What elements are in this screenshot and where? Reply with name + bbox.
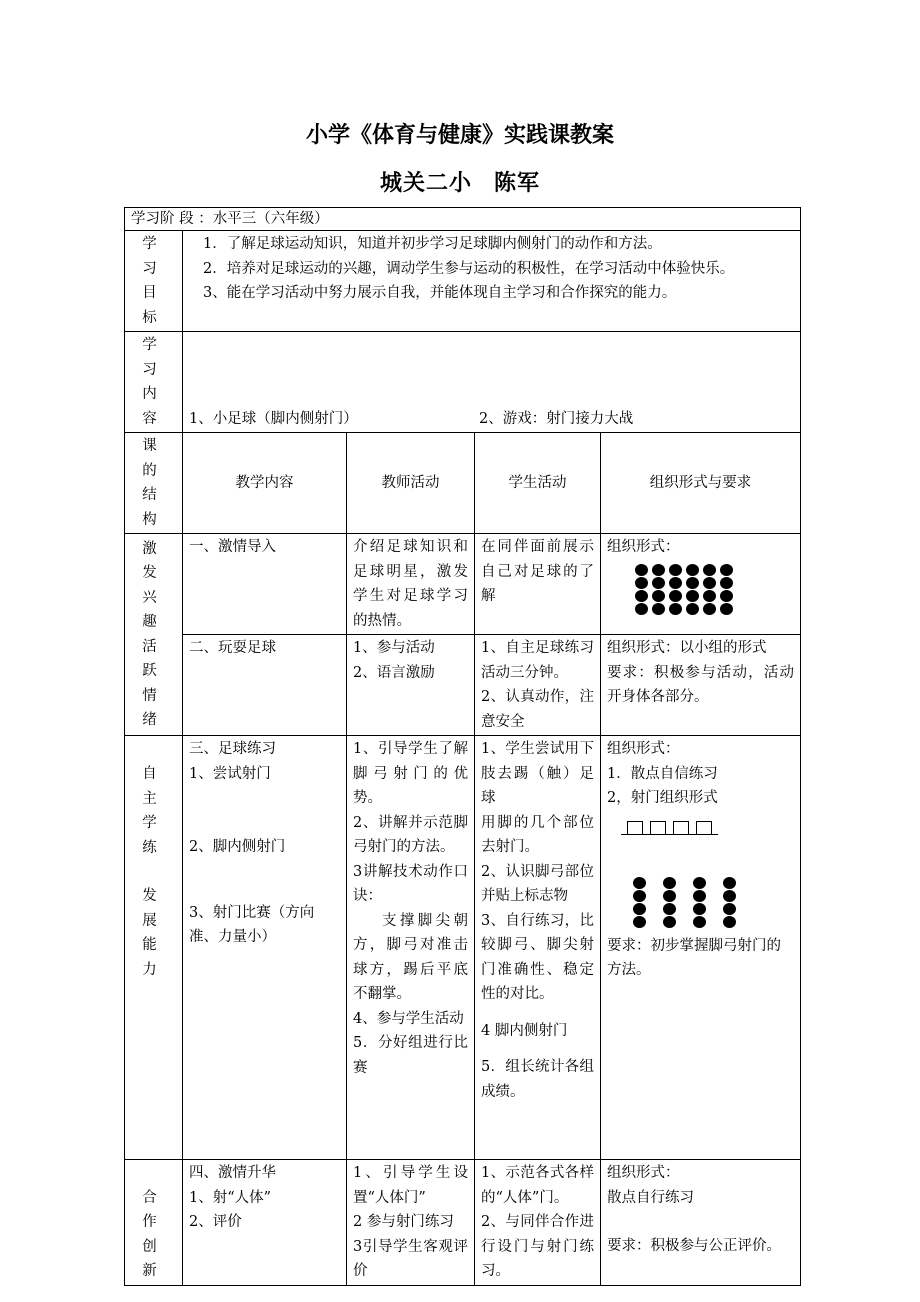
player-dot (703, 590, 716, 602)
s3-teacher: 1、引导学生设置“人体门” 2 参与射门练习 3引导学生客观评价 (347, 1160, 475, 1286)
player-dot (686, 603, 699, 615)
s2-student: 1、学生尝试用下肢去踢（触）足球 用脚的几个部位去射门。 2、认识脚弓部位并贴上标志物 3、自行练习，比较脚弓、脚尖射门准确性、稳定性的对比。 4 脚内侧射门 5．组长统计各组成绩。 (475, 736, 601, 1160)
structure-label: 课 的 结 构 (125, 433, 183, 534)
player-dot (633, 877, 646, 889)
player-dot (720, 590, 733, 602)
s1-teacher: 介绍足球知识和足球明星，激发学生对足球学习的热情。 (347, 534, 475, 635)
stage-cell: 学习阶 段 ：水平三（六年级） (125, 208, 801, 231)
teacher-name: 陈军 (494, 171, 541, 196)
goal-item: 1．了解足球运动知识，知道并初步学习足球脚内侧射门的动作和方法。 (203, 236, 662, 252)
player-dot (693, 890, 706, 902)
page-title: 小学《体育与健康》实践课教案 (305, 123, 614, 148)
player-dot (663, 916, 676, 928)
s3-content: 四、激情升华 1、射“人体” 2、评价 (183, 1160, 347, 1286)
player-dot (686, 590, 699, 602)
goal-item: 2．培养对足球运动的兴趣，调动学生参与运动的积极性，在学习活动中体验快乐。 (203, 260, 735, 277)
header-teacher: 教师活动 (347, 433, 475, 534)
goal-frame (627, 821, 643, 834)
formation-dots (635, 564, 794, 615)
player-dot (703, 603, 716, 615)
content-item: 1、小足球（脚内侧射门） (189, 410, 358, 427)
s1-student: 在同伴面前展示自己对足球的了解 (475, 534, 601, 635)
header-content: 教学内容 (183, 433, 347, 534)
player-dot (723, 877, 736, 889)
goals-row (125, 231, 801, 332)
header-organization: 组织形式与要求 (601, 433, 801, 534)
goals-cell (183, 231, 801, 332)
header-student: 学生活动 (475, 433, 601, 534)
player-dot (663, 903, 676, 915)
section2-row (125, 736, 801, 1160)
page-subtitle (0, 166, 920, 197)
section1-row2 (125, 635, 801, 736)
stage-row (125, 208, 801, 231)
content-row (125, 332, 801, 433)
goal-item: 3、能在学习活动中努力展示自我，并能体现自主学习和合作探究的能力。 (203, 285, 677, 301)
s1b-content: 二、玩耍足球 (183, 635, 347, 736)
s1b-student: 1、自主足球练习活动三分钟。 2、认真动作，注意安全 (475, 635, 601, 736)
section3-label: 合 作 创 新 (125, 1160, 183, 1286)
player-dot (720, 603, 733, 615)
s1b-teacher: 1、参与活动 2、语言激励 (347, 635, 475, 736)
section1-label: 激 发 兴 趣 活 跃 情 绪 (125, 534, 183, 736)
shooting-formation-dots (633, 877, 794, 928)
player-dot (633, 890, 646, 902)
player-dot (669, 577, 682, 589)
player-dot (663, 890, 676, 902)
school-name: 城关二小 (379, 171, 472, 196)
goal-frame (650, 821, 666, 834)
header-row (125, 433, 801, 534)
player-dot (635, 577, 648, 589)
content-label: 学 习 内 容 (125, 332, 183, 433)
player-dot (652, 603, 665, 615)
section2-label: 自 主 学 练 发 展 能 力 (125, 736, 183, 1160)
player-dot (720, 564, 733, 576)
s2-teacher: 1、引导学生了解脚弓射门的优势。 2、讲解并示范脚弓射门的方法。 3讲解技术动作口诀： 支撑脚尖朝方，脚弓对准击球方，踢后平底不翻掌。 4、参与学生活动 5．分好组进行比赛 (347, 736, 475, 1160)
player-dot (693, 916, 706, 928)
player-dot (635, 603, 648, 615)
s1-organization: 组织形式： (601, 534, 801, 635)
player-dot (686, 564, 699, 576)
lesson-plan-table (124, 207, 801, 1286)
player-dot (720, 577, 733, 589)
section1-row1 (125, 534, 801, 635)
player-dot (723, 903, 736, 915)
player-dot (669, 603, 682, 615)
player-dot (669, 564, 682, 576)
content-item: 2、游戏：射门接力大战 (479, 410, 634, 427)
player-dot (686, 577, 699, 589)
content-cell (183, 332, 801, 433)
player-dot (693, 903, 706, 915)
player-dot (703, 564, 716, 576)
player-dot (723, 890, 736, 902)
s1b-organization: 组织形式：以小组的形式 要求：积极参与活动，活动开身体各部分。 (601, 635, 801, 736)
goal-frame (696, 821, 712, 834)
goals-label: 学 习 目 标 (125, 231, 183, 332)
player-dot (669, 590, 682, 602)
player-dot (663, 877, 676, 889)
player-dot (633, 903, 646, 915)
s3-student: 1、示范各式各样的“人体”门。 2、与同伴合作进行设门与射门练习。 (475, 1160, 601, 1286)
section3-row (125, 1160, 801, 1286)
s1-content: 一、激情导入 (183, 534, 347, 635)
s2-organization: 组织形式： 1．散点自信练习 2，射门组织形式 要求：初步掌握脚弓射门的方法。 (601, 736, 801, 1160)
player-dot (693, 877, 706, 889)
player-dot (635, 590, 648, 602)
player-dot (635, 564, 648, 576)
player-dot (652, 564, 665, 576)
player-dot (723, 916, 736, 928)
s2-content: 三、足球练习 1、尝试射门 2、脚内侧射门 3、射门比赛（方向准、力量小） (183, 736, 347, 1160)
s3-organization: 组织形式： 散点自行练习 要求：积极参与公正评价。 (601, 1160, 801, 1286)
goal-frame (673, 821, 689, 834)
player-dot (703, 577, 716, 589)
player-dot (633, 916, 646, 928)
player-dot (652, 590, 665, 602)
player-dot (652, 577, 665, 589)
goal-frames (621, 813, 794, 835)
